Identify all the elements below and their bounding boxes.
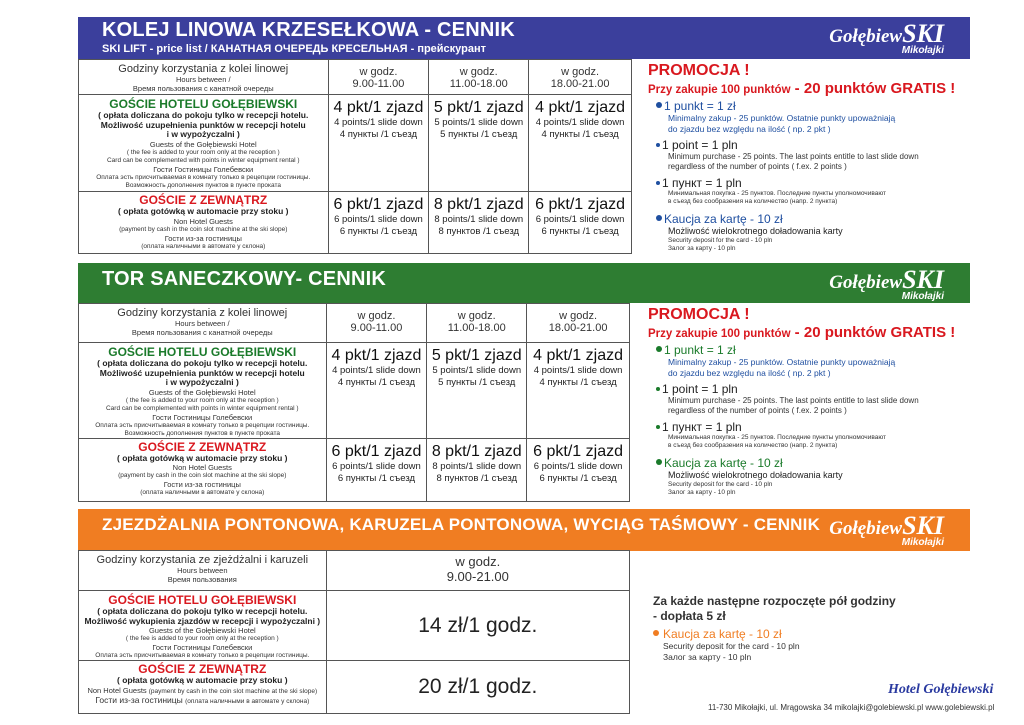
section-1-title: KOLEJ LINOWA KRZESEŁKOWA - CENNIK <box>102 19 515 41</box>
brand-logo: GołębiewSKI Mikołajki <box>829 511 944 548</box>
section-1-subtitle: SKI LIFT - price list / КАНАТНАЯ ОЧЕРЕДЬ КРЕСЕЛЬНАЯ - прейскурант <box>102 43 487 55</box>
section-3-banner <box>78 509 970 551</box>
promo-box-1: PROMOCJA ! Przy zakupie 100 punktów - 20 punktów GRATIS ! 1 punkt = 1 zł Minimalny zakup - 25 punktów. Ostatnie punkty upoważniają do zjazdu bez względu na ilość ( np. 2 pkt ) 1 point = 1 pln Minimum purchase - 25 points. The last points entitle to last slide down regardless of the number of points ( f.ex. 2 points ) 1 пункт = 1 pln Минимальная покупка - 25 пунктов. Последние пункты уполномочивают в съезд без сообразения на количество (напр. 2 пункта) Kaucja za kartę - 10 zł Możliwość wielokrotnego doładowania karty Security deposit for the card - 10 pln Залог за карту - 10 pln <box>648 62 1008 253</box>
brand-logo: GołębiewSKI Mikołajki <box>829 19 944 56</box>
footer-address: 11-730 Mikołajki, ul. Mrągowska 34 mikolajki@golebiewski.pl www.golebiewski.pl <box>708 703 995 712</box>
hotel-guests-cell: GOŚCIE HOTELU GOŁĘBIEWSKI ( opłata doliczana do pokoju tylko w recepcji hotelu. Możliwość wykupienia zjazdów w recepcji i wypożyczalni ) Guests of the Gołębiewski Hotel ( the fee is added to your room only at the reception ) Гости Гостиницы Голебевски Оплата эсть присчитываемая в комнату только в рецепции гостиницы. <box>79 591 327 661</box>
bullet-icon <box>656 143 660 147</box>
hotel-guests-cell: GOŚCIE HOTELU GOŁĘBIEWSKI ( opłata doliczana do pokoju tylko w recepcji hotelu. Możliwość uzupełnienia punktów w recepcji hotelu i w wypożyczalni ) Guests of the Gołębiewski Hotel ( the fee is added to your room only at the reception ) Card can be complemented with points in winter equipment rental ) Гости Гостиницы Голебевски Оплата эсть присчитываемая в комнату только в рецепции гостиницы. Возможность дополнения пунктов в пункте проката <box>79 95 329 192</box>
hours-col: w godz. 11.00-18.00 <box>429 60 529 95</box>
bullet-icon <box>656 346 662 352</box>
bullet-icon <box>656 387 660 391</box>
hours-col: w godz. 11.00-18.00 <box>427 304 527 343</box>
price-cell: 5 pkt/1 zjazd 5 points/1 slide down 5 пункты /1 съезд <box>429 95 529 192</box>
price-cell: 6 pkt/1 zjazd 6 points/1 slide down 6 пункты /1 съезд <box>328 192 429 254</box>
hours-header: Godziny korzystania ze zjeżdżalni i karuzeli Hours between Время пользования <box>79 551 327 591</box>
price-cell: 20 zł/1 godz. <box>326 661 629 714</box>
section-1-banner <box>78 17 970 59</box>
promo-box-2: PROMOCJA ! Przy zakupie 100 punktów - 20 punktów GRATIS ! 1 punkt = 1 zł Minimalny zakup - 25 punktów. Ostatnie punkty upoważniają do zjazdu bez względu na ilość ( np. 2 pkt ) 1 point = 1 pln Minimum purchase - 25 points. The last points entitle to last slide down regardless of the number of points ( f.ex. 2 points ) 1 пункт = 1 pln Минимальная покупка - 25 пунктов. Последние пункты уполномочивают в съезд без сообразения на количество (напр. 2 пункта) Kaucja za kartę - 10 zł Możliwość wielokrotnego doładowania karty Security deposit for the card - 10 pln Залог за карту - 10 pln <box>648 306 1008 497</box>
price-cell: 4 pkt/1 zjazd 4 points/1 slide down 4 пункты /1 съезд <box>527 343 630 439</box>
hours-col: w godz. 9.00-11.00 <box>328 60 429 95</box>
bullet-icon <box>656 215 662 221</box>
price-cell: 6 pkt/1 zjazd 6 points/1 slide down 6 пункты /1 съезд <box>529 192 632 254</box>
hotel-logo: Hotel Gołębiewski <box>888 682 994 697</box>
section-3-title: ZJEZDŻALNIA PONTONOWA, KARUZELA PONTONOWA, WYCIĄG TAŚMOWY - CENNIK <box>102 515 821 534</box>
section-2-banner <box>78 263 970 303</box>
price-cell: 8 pkt/1 zjazd 8 points/1 slide down 8 пунктов /1 съезд <box>427 438 527 501</box>
outside-guests-cell: GOŚCIE Z ZEWNĄTRZ ( opłata gotówką w automacie przy stoku ) Non Hotel Guests (payment by cash in the coin slot machine at the ski slope) Гости из-за гостиницы (оплата наличными в автомате у склона) <box>79 661 327 714</box>
bullet-icon <box>656 459 662 465</box>
outside-guests-cell: GOŚCIE Z ZEWNĄTRZ ( opłata gotówką w automacie przy stoku ) Non Hotel Guests (payment by cash in the coin slot machine at the ski slope) Гости из-за гостиницы (оплата наличными в автомате у склона) <box>79 438 327 501</box>
hours-col: w godz. 9.00-21.00 <box>326 551 629 591</box>
bullet-icon <box>656 181 660 185</box>
price-cell: 6 pkt/1 zjazd 6 points/1 slide down 6 пункты /1 съезд <box>527 438 630 501</box>
hours-header: Godziny korzystania z kolei linowej Hours between / Время пользования с канатной очереды <box>79 304 327 343</box>
section-3-table <box>78 550 630 714</box>
promo-title: PROMOCJA ! <box>648 306 750 323</box>
hours-header: Godziny korzystania z kolei linowej Hours between / Время пользования с канатной очереды <box>79 60 329 95</box>
brand-logo: GołębiewSKI Mikołajki <box>829 265 944 302</box>
hours-col: w godz. 18.00-21.00 <box>527 304 630 343</box>
promo-subtitle: Przy zakupie 100 punktów - 20 punktów GRATIS ! <box>648 324 956 341</box>
promo-subtitle: Przy zakupie 100 punktów - 20 punktów GRATIS ! <box>648 80 956 97</box>
price-cell: 8 pkt/1 zjazd 8 points/1 slide down 8 пунктов /1 съезд <box>429 192 529 254</box>
half-hour-note: Za każde następne rozpoczęte pół godziny - dopłata 5 zł Kaucja za kartę - 10 zł Security deposit for the card - 10 pln Залог за карту - 10 pln <box>653 594 896 662</box>
price-cell: 4 pkt/1 zjazd 4 points/1 slide down 4 пункты /1 съезд <box>328 95 429 192</box>
hours-col: w godz. 18.00-21.00 <box>529 60 632 95</box>
section-1-table <box>78 59 632 254</box>
hotel-guests-cell: GOŚCIE HOTELU GOŁĘBIEWSKI ( opłata doliczana do pokoju tylko w recepcji hotelu. Możliwość uzupełnienia punktów w recepcji hotelu i w wypożyczalni ) Guests of the Gołębiewski Hotel ( the fee is added to your room only at the reception ) Card can be complemented with points in winter equipment rental ) Гости Гостиницы Голебевски Оплата эсть присчитываемая в комнату только в рецепции гостиницы. Возможность дополнения пунктов в пункте проката <box>79 343 327 439</box>
bullet-icon <box>656 102 662 108</box>
bullet-icon <box>653 630 659 636</box>
section-2-table <box>78 303 630 502</box>
section-2-title: TOR SANECZKOWY- CENNIK <box>102 268 387 290</box>
bullet-icon <box>656 425 660 429</box>
price-cell: 5 pkt/1 zjazd 5 points/1 slide down 5 пункты /1 съезд <box>427 343 527 439</box>
outside-guests-cell: GOŚCIE Z ZEWNĄTRZ ( opłata gotówką w automacie przy stoku ) Non Hotel Guests (payment by cash in the coin slot machine at the ski slope) Гости из-за гостиницы (оплата наличными в автомате у склона) <box>79 192 329 254</box>
price-cell: 4 pkt/1 zjazd 4 points/1 slide down 4 пункты /1 съезд <box>326 343 427 439</box>
price-cell: 6 pkt/1 zjazd 6 points/1 slide down 6 пункты /1 съезд <box>326 438 427 501</box>
promo-title: PROMOCJA ! <box>648 62 750 79</box>
price-cell: 4 pkt/1 zjazd 4 points/1 slide down 4 пункты /1 съезд <box>529 95 632 192</box>
hours-col: w godz. 9.00-11.00 <box>326 304 427 343</box>
price-cell: 14 zł/1 godz. <box>326 591 629 661</box>
